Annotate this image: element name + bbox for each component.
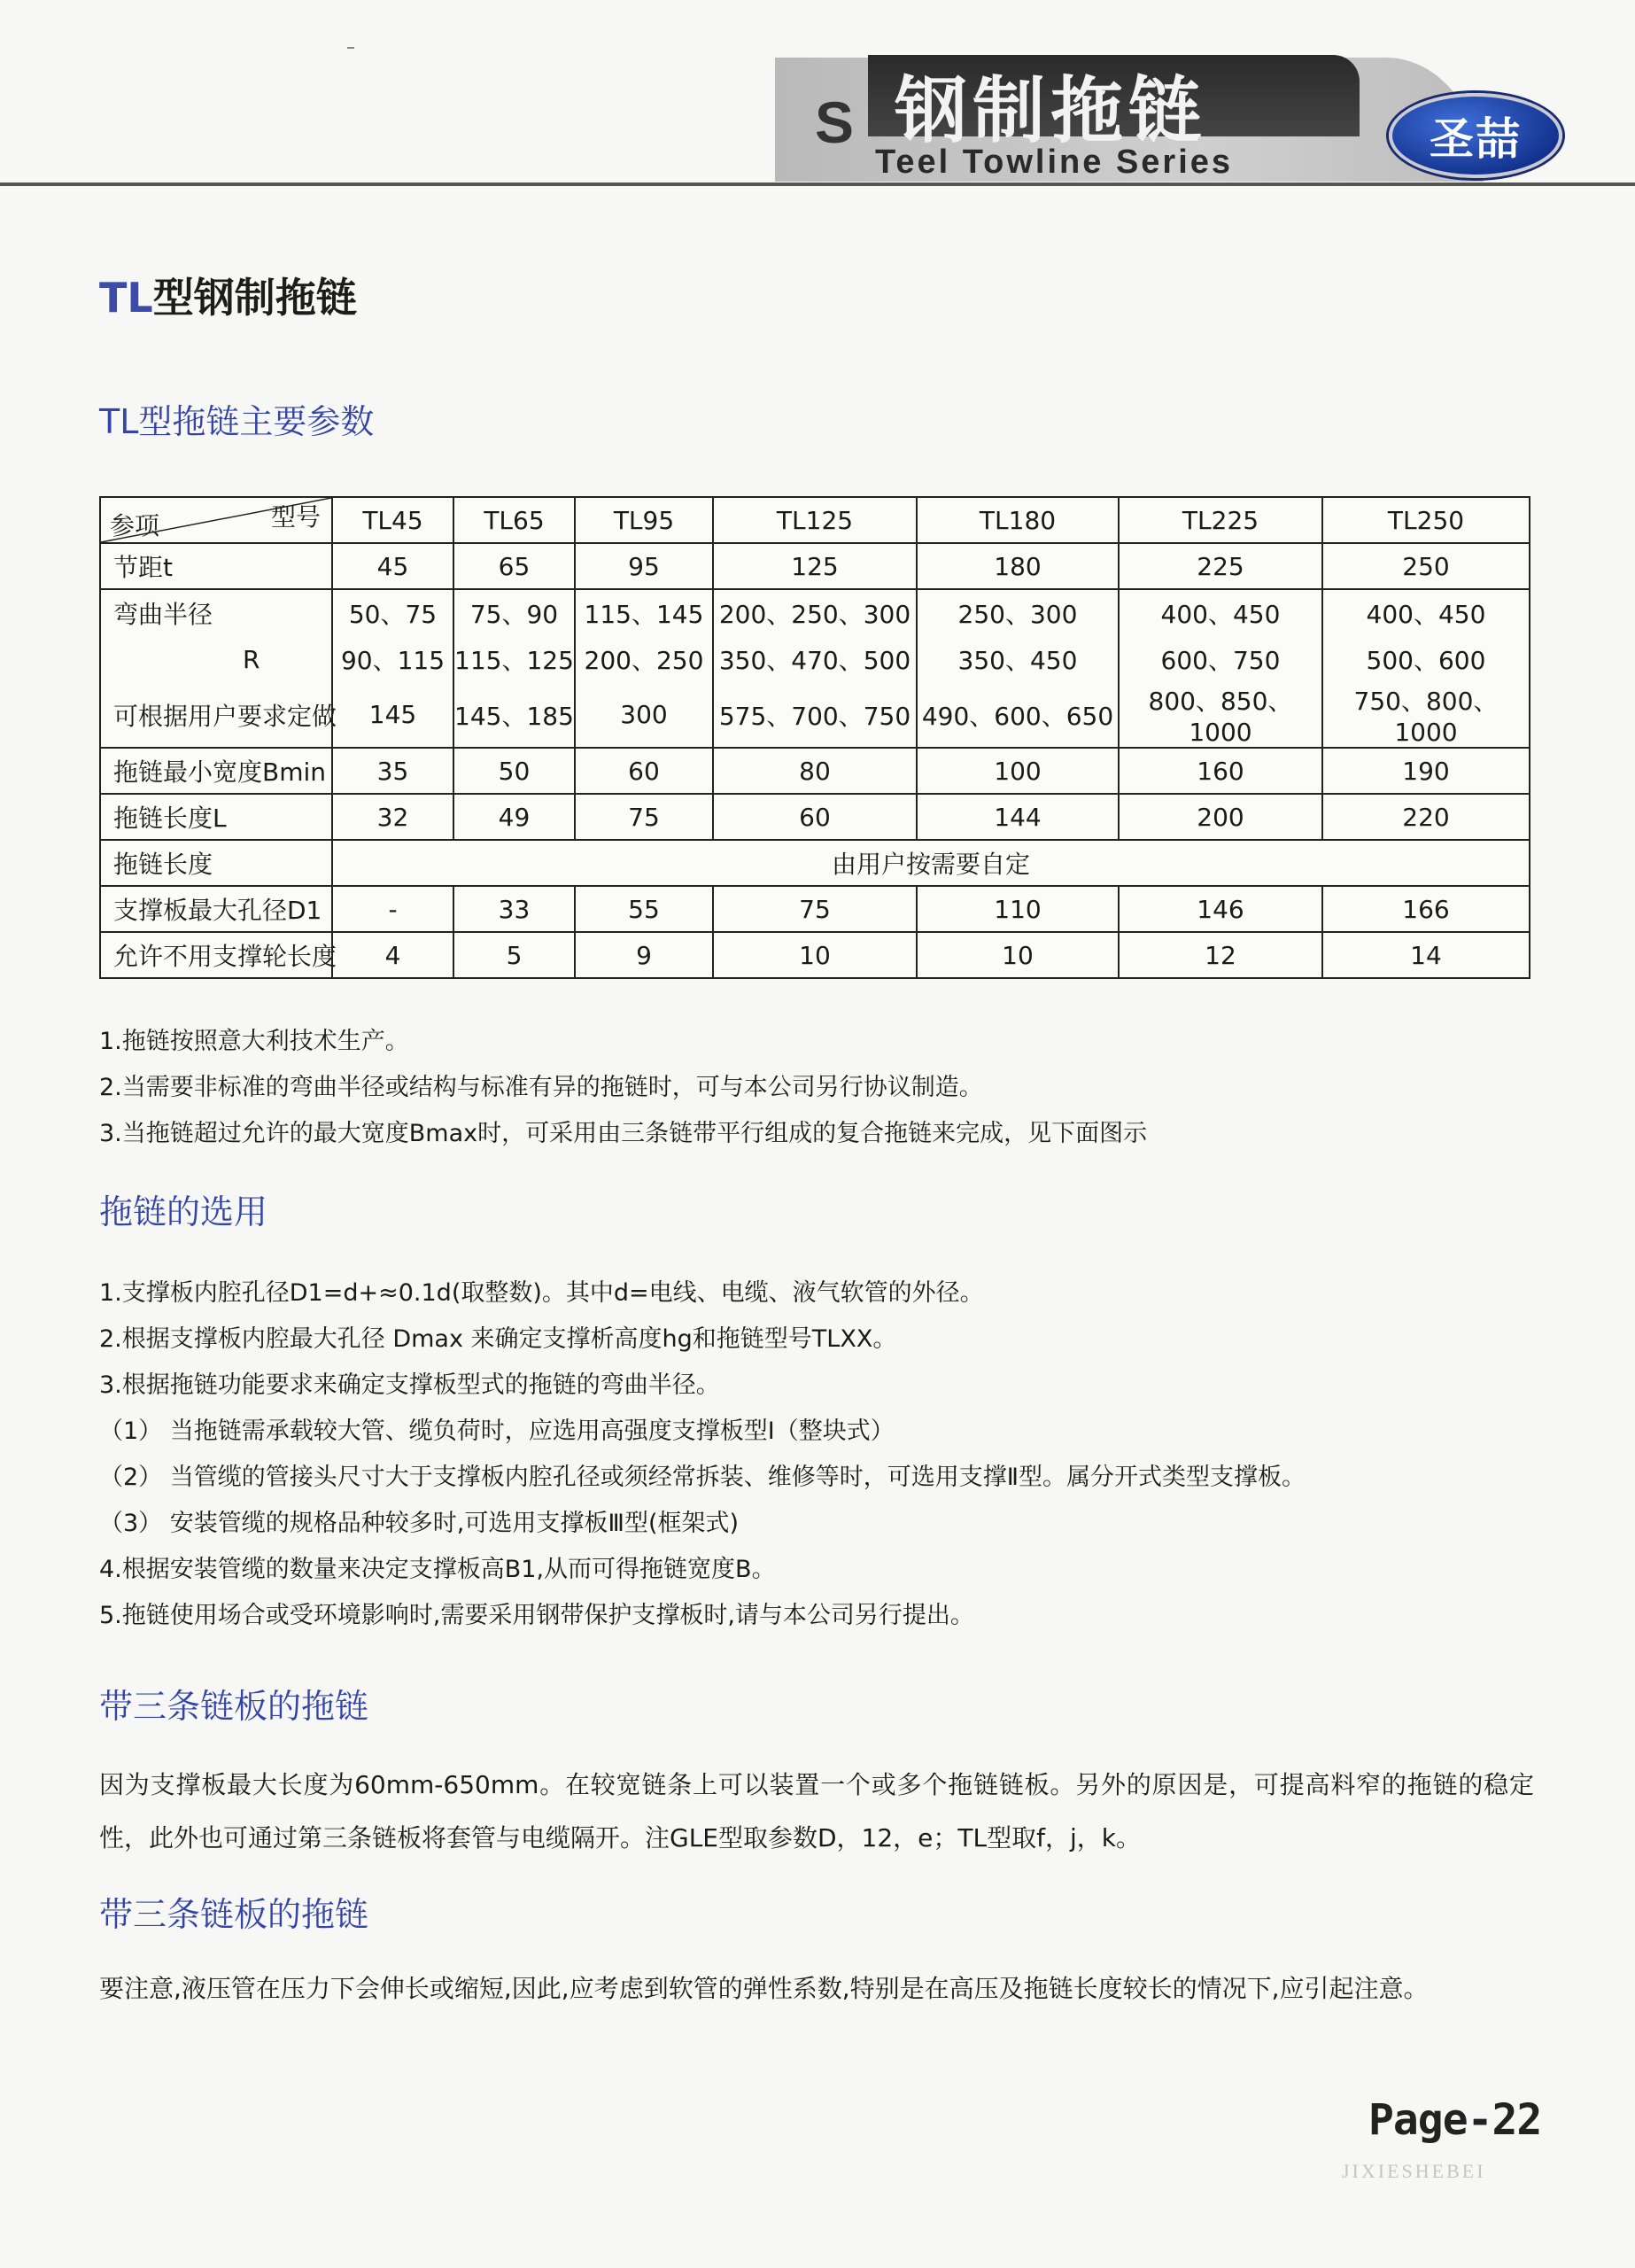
table-cell: 300 [575,682,713,748]
table-cell: 60 [713,794,917,840]
table-cell: 400、450 [1119,589,1322,636]
page-number: Page-22 [1368,2095,1542,2145]
table-cell: 160 [1119,748,1322,794]
table-cell: 10 [713,932,917,978]
table-row-bend-radius-1 [100,589,1530,636]
table-cell: 145、185 [453,682,575,748]
table-cell: 80 [713,748,917,794]
row-label: 可根据用户要求定做 [100,682,332,748]
page-title-rest: 型钢制拖链 [152,274,357,322]
table-cell: - [332,886,453,932]
table-cell: 200 [1119,794,1322,840]
table-cell: 50 [453,748,575,794]
table-cell: 500、600 [1322,636,1530,682]
row-label: 弯曲半径 [100,589,332,636]
paragraph-hydraulic-note: 要注意,液压管在压力下会伸长或缩短,因此,应考虑到软管的弹性系数,特别是在高压及拖链长度较长的情况下,应引起注意。 [99,1974,1429,2003]
table-cell: 45 [332,543,453,589]
table-cell: 490、600、650 [917,682,1119,748]
table-cell: 400、450 [1322,589,1530,636]
table-cell: 60 [575,748,713,794]
table-cell: 145 [332,682,453,748]
watermark: JIXIESHEBEI [1342,2160,1486,2182]
table-cell: 49 [453,794,575,840]
note-item: 3.当拖链超过允许的最大宽度Bmax时，可采用由三条链带平行组成的复合拖链来完成，见下面图示 [99,1120,1148,1147]
note-item: 1.支撑板内腔孔径D1=d+≈0.1d(取整数)。其中d=电线、电缆、液气软管的外径。 [99,1279,984,1307]
table-cell: 220 [1322,794,1530,840]
row-label: 允许不用支撑轮长度 [100,932,332,978]
table-cell: 250 [1322,543,1530,589]
note-item: （2） 当管缆的管接头尺寸大于支撑板内腔孔径或须经常拆装、维修等时，可选用支撑Ⅱ型。属分开式类型支撑板。 [99,1464,1306,1491]
table-cell-merged: 由用户按需要自定 [332,840,1530,886]
table-cell: 75 [575,794,713,840]
note-item: （1） 当拖链需承载较大管、缆负荷时，应选用高强度支撑板型Ⅰ（整块式） [99,1418,895,1445]
parameters-table [99,496,1530,979]
table-cell: 800、850、1000 [1119,682,1322,748]
note-item: 2.当需要非标准的弯曲半径或结构与标准有异的拖链时，可与本公司另行协议制造。 [99,1074,983,1101]
table-cell: 90、115 [332,636,453,682]
table-cell: 250、300 [917,589,1119,636]
table-cell: 110 [917,886,1119,932]
model-header: TL225 [1119,497,1322,543]
table-cell: 100 [917,748,1119,794]
table-cell: 600、750 [1119,636,1322,682]
notes-list-2 [99,1270,1306,1639]
logo-text: 圣喆 [1430,113,1522,165]
section-title-parameters: TL型拖链主要参数 [99,402,375,441]
model-header: TL125 [713,497,917,543]
corner-label-model: 型号 [270,502,321,532]
table-header-row [100,497,1530,543]
table-cell: 350、470、500 [713,636,917,682]
row-label: 支撑板最大孔径D1 [100,886,332,932]
row-label: 拖链最小宽度Bmin [100,748,332,794]
table-row-pitch [100,543,1530,589]
corner-label-param: 参项 [110,511,160,540]
table-row-unsupported-length [100,932,1530,978]
notes-list-1 [99,1019,1147,1157]
table-row-bend-radius-3 [100,682,1530,748]
section-title-selection: 拖链的选用 [99,1192,268,1231]
page-title [99,266,357,324]
table-cell: 115、125 [453,636,575,682]
table-cell: 146 [1119,886,1322,932]
header-title-en: Teel Towline Series [875,144,1234,181]
paragraph-three-plates: 因为支撑板最大长度为60mm-650mm。在较宽链条上可以装置一个或多个拖链链板。另外的原因是，可提高料窄的拖链的稳定性，此外也可通过第三条链板将套管与电缆隔开。注GLE型取参数D，12，e；TL型取f，j，k。 [99,1770,1534,1852]
table-row-length [100,840,1530,886]
table-cell: 200、250、300 [713,589,917,636]
table-cell: 115、145 [575,589,713,636]
model-header: TL95 [575,497,713,543]
page-title-prefix: TL [99,274,153,322]
table-row-bmin [100,748,1530,794]
scan-mark [347,47,354,49]
table-row-bend-radius-2 [100,636,1530,682]
table-cell: 95 [575,543,713,589]
table-cell: 55 [575,886,713,932]
note-item: 4.根据安装管缆的数量来决定支撑板高B1,从而可得拖链宽度B。 [99,1556,776,1583]
table-cell: 125 [713,543,917,589]
table-cell: 33 [453,886,575,932]
row-label: R [100,636,332,682]
note-item: 1.拖链按照意大利技术生产。 [99,1028,409,1055]
table-cell: 10 [917,932,1119,978]
table-cell: 50、75 [332,589,453,636]
header-s-letter: S [815,89,855,155]
table-cell: 144 [917,794,1119,840]
table-cell: 32 [332,794,453,840]
model-header: TL180 [917,497,1119,543]
note-item: 5.拖链使用场合或受环境影响时,需要采用钢带保护支撑板时,请与本公司另行提出。 [99,1602,974,1629]
table-cell: 190 [1322,748,1530,794]
table-cell: 350、450 [917,636,1119,682]
row-label: 节距t [100,543,332,589]
table-cell: 575、700、750 [713,682,917,748]
header-title-cn: 钢制拖链 [895,69,1207,153]
row-label: 拖链长度 [100,840,332,886]
table-cell: 180 [917,543,1119,589]
table-cell: 65 [453,543,575,589]
table-corner-cell [100,497,332,543]
section-title-three-plates-2: 带三条链板的拖链 [99,1895,369,1934]
model-header: TL250 [1322,497,1530,543]
table-cell: 75 [713,886,917,932]
model-header: TL45 [332,497,453,543]
table-cell: 75、90 [453,589,575,636]
table-cell: 750、800、1000 [1322,682,1530,748]
table-cell: 166 [1322,886,1530,932]
table-row-d1 [100,886,1530,932]
model-header: TL65 [453,497,575,543]
table-cell: 9 [575,932,713,978]
note-item: （3） 安装管缆的规格品种较多时,可选用支撑板Ⅲ型(框架式) [99,1510,740,1537]
table-cell: 35 [332,748,453,794]
table-cell: 5 [453,932,575,978]
section-title-three-plates: 带三条链板的拖链 [99,1687,369,1726]
note-item: 3.根据拖链功能要求来确定支撑板型式的拖链的弯曲半径。 [99,1371,720,1399]
table-cell: 12 [1119,932,1322,978]
table-cell: 14 [1322,932,1530,978]
company-logo [1389,93,1562,178]
note-item: 2.根据支撑板内腔最大孔径 Dmax 来确定支撑析高度hg和拖链型号TLXX。 [99,1325,897,1353]
table-row-length-l [100,794,1530,840]
row-label: 拖链长度L [100,794,332,840]
table-cell: 4 [332,932,453,978]
table-cell: 225 [1119,543,1322,589]
header-divider [0,183,1635,186]
table-cell: 200、250 [575,636,713,682]
